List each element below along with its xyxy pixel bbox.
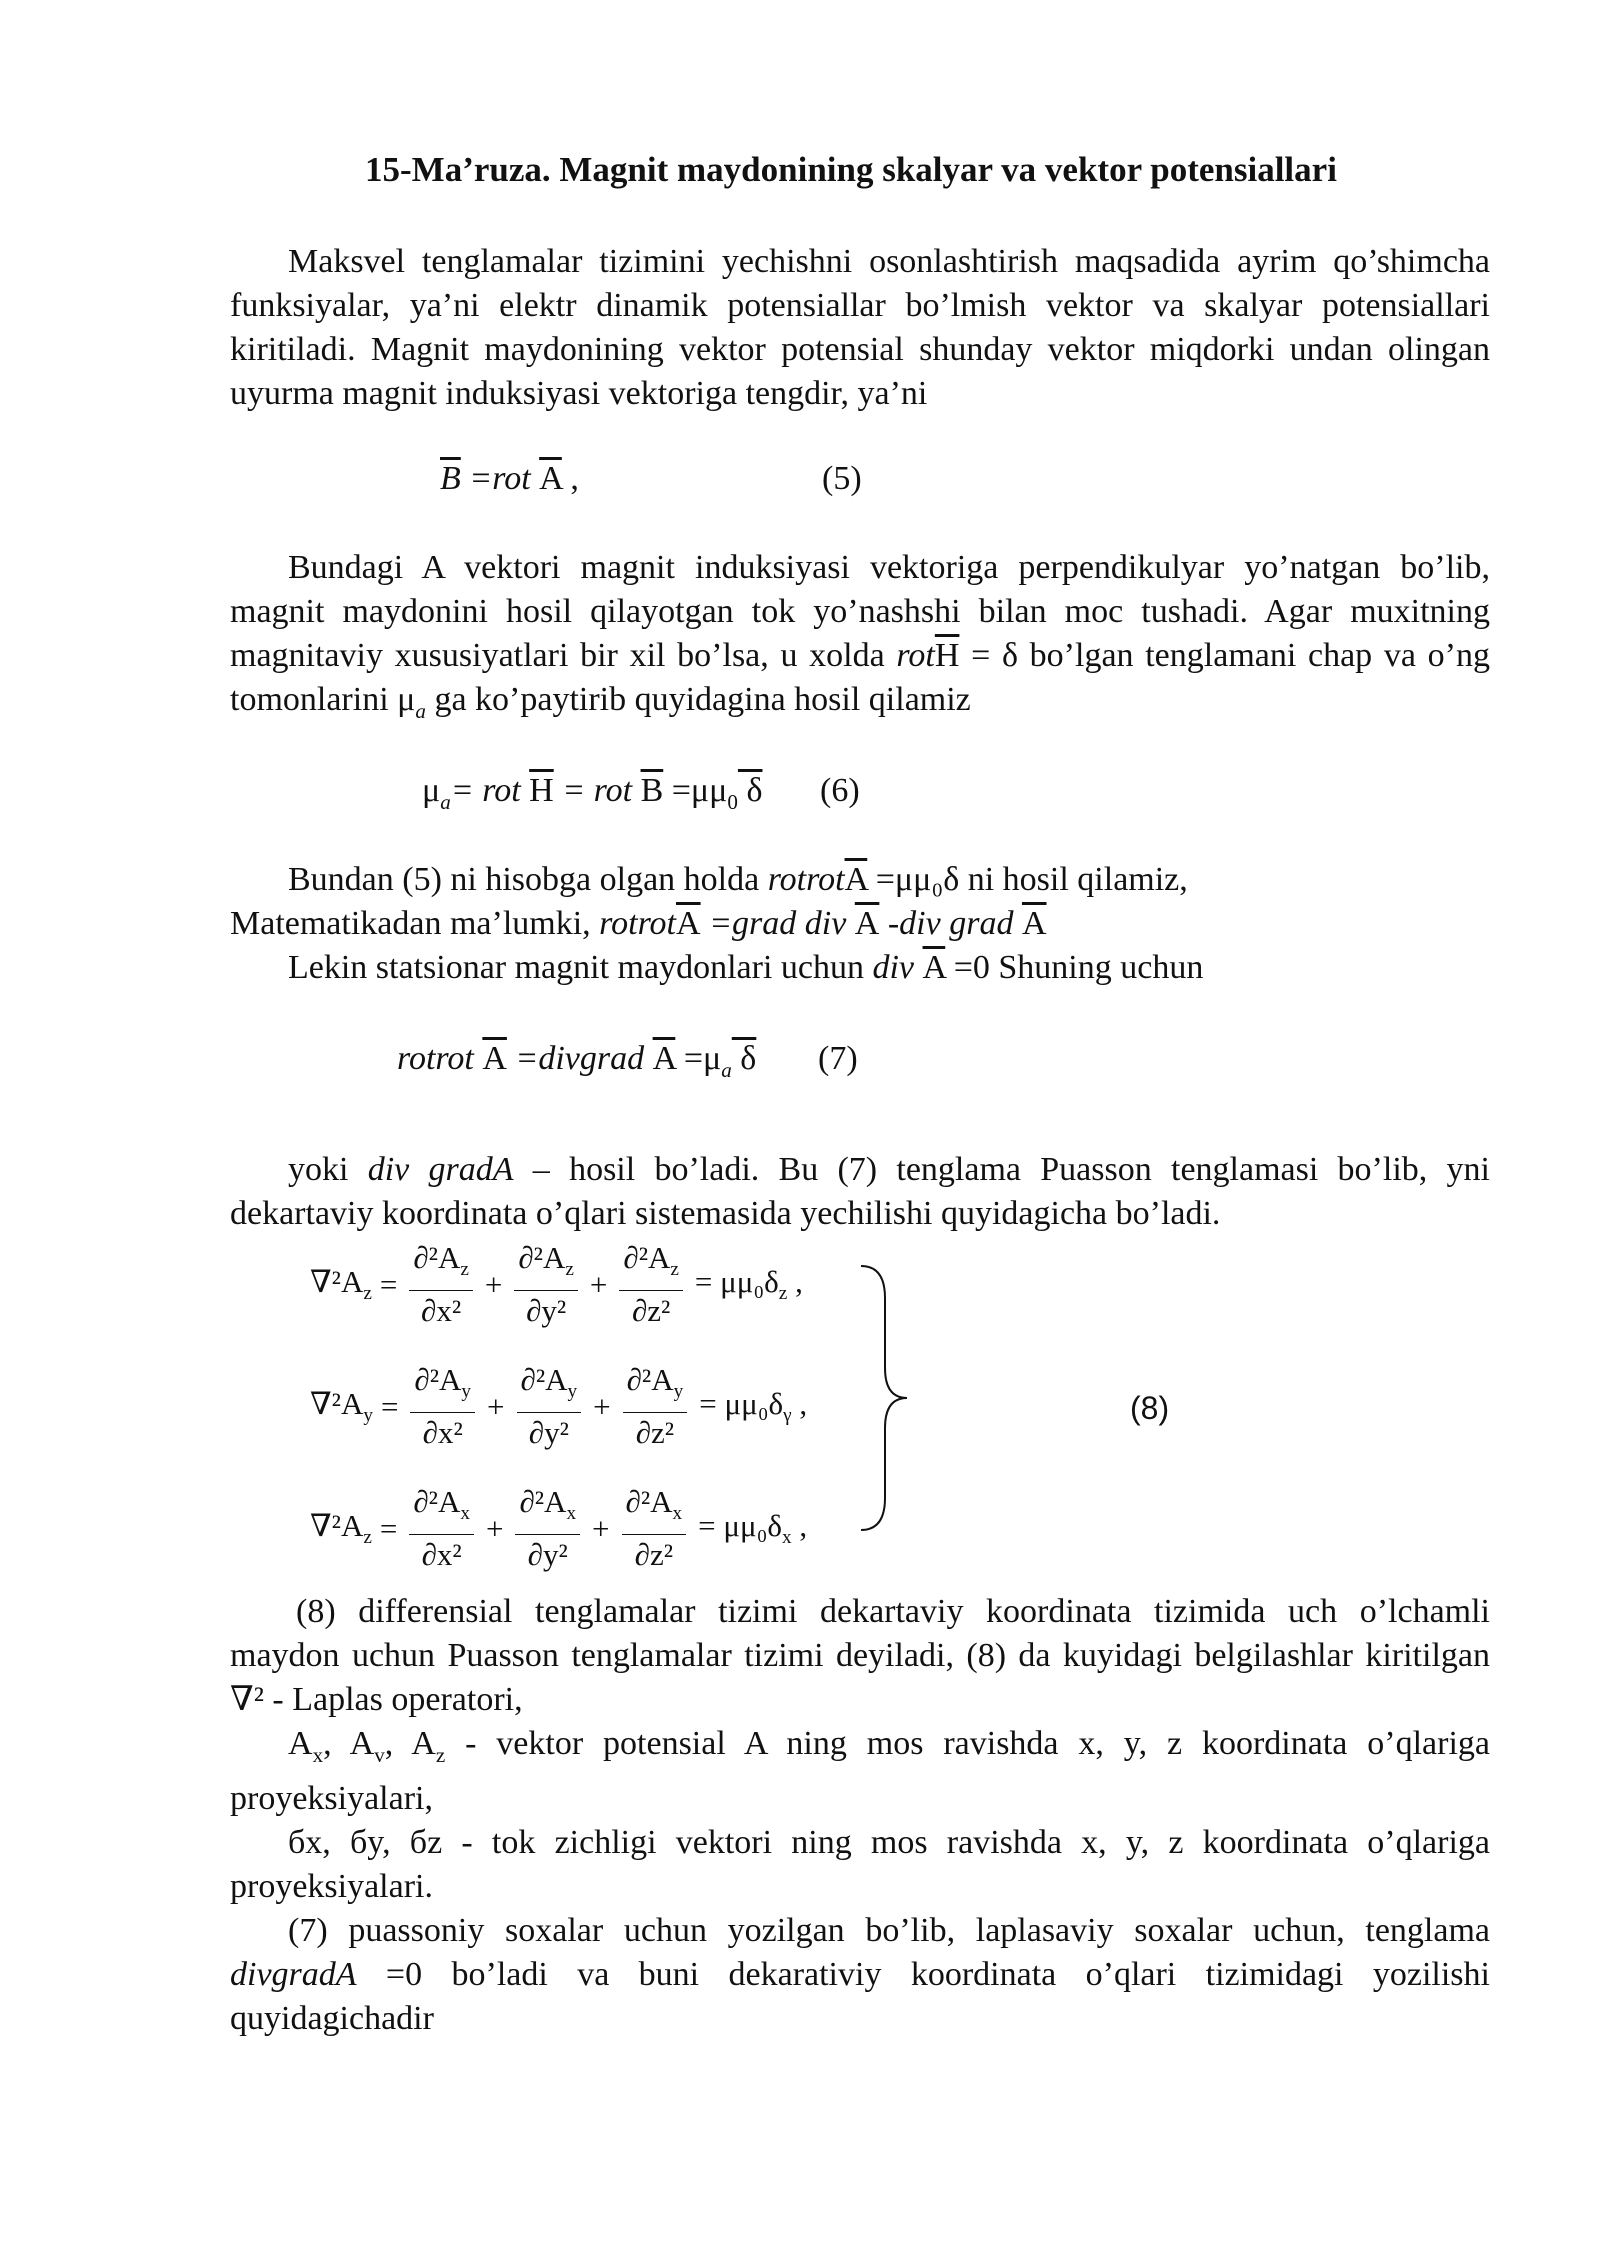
right-brace-icon [855,1258,915,1538]
rotrot-line1 [230,858,1490,902]
frac-num-sub: y [567,1381,578,1403]
frac-num-sub: x [566,1503,577,1525]
paragraph-vector-potential [230,546,1490,733]
fraction-x [410,1362,475,1451]
frac-num: ∂²A [518,1240,566,1275]
p4-divgrada: div gradA [367,1151,514,1188]
row-rhs-text: = μμ₀δ [699,1386,784,1421]
eq6-delta: δ [737,772,763,809]
equation-6 [422,772,762,815]
equation-5-number: (5) [822,460,862,497]
plus-sign: + [593,1388,611,1424]
frac-den: ∂z² [634,1537,674,1573]
eq7-divgrad: =divgrad [506,1040,653,1077]
eq5-rot: =rot [460,460,540,497]
frac-num: ∂²A [623,1240,671,1275]
p3-a2: $\overline{A}$ [676,905,701,942]
frac-num-sub: z [460,1259,469,1281]
row-lhs-text: ∇²A [310,1386,364,1421]
frac-num-sub: x [672,1503,683,1525]
paragraph-intro [230,240,1490,416]
eq6-sub: a [440,789,451,814]
p3-rotrot2: rotrot [599,905,677,942]
def4-t1: (7) puassoniy soxalar uchun yozilgan bo’lib, laplasaviy soxalar uchun, tenglama [288,1911,1490,1949]
definitions-line1: (8) differensial tenglamalar tizimi dekartaviy koordinata tizimida uch o’lchamli maydon uchun Puasson tenglamalar tizimi deyiladi, (8) da kuyidagi belgilashlar kiritilgan ∇² - Laplas operatori, [230,1593,1490,1718]
fraction-z [622,1484,687,1573]
eq5-a: $\overline{A}$ [539,460,562,497]
p3-a4: $\overline{A}$ [1021,905,1047,942]
def-a: A [288,1725,313,1762]
frac-num: ∂²A [520,1362,568,1397]
row-rhs-text: = μμ₀δ [694,1264,779,1299]
intro-text: Maksvel tenglamalar tizimini yechishni osonlashtirish maqsadida ayrim qo’shimcha funksiyalar, ya’ni elektr dinamik potensiallar bo’lmish vektor va skalyar potensiallari kiritiladi. Magnit maydonining vektor potensial shunday vektor miqdorki undan olingan uyurma magnit induksiyasi vektoriga tengdir, ya’ni [230,243,1490,412]
p2-mu-sub: a [415,698,426,723]
paragraph-poisson [230,1148,1490,1236]
frac-num: ∂²A [625,1484,673,1519]
eq7-a2: $\overline{A}$ [652,1040,676,1077]
definitions-line2 [230,1722,1490,1821]
equation-8-row-z [310,1240,803,1329]
eq6-rot1: = rot [450,772,530,809]
p4-t2: – hosil bo’ladi. Bu (7) tenglama Puasson tenglamasi bo’lib, yni dekartaviy koordinata o’qlari sistemasida yechilishi quyidagicha bo’ladi. [230,1151,1490,1232]
paragraph-rotrot [230,858,1490,990]
p2-t3: bo’lgan tenglamani chap va o’ng tomonlarini [230,637,1490,718]
frac-num-sub: z [565,1259,574,1281]
frac-den: ∂y² [528,1415,569,1451]
eq6-b: $\overline{B}$ [640,772,664,809]
lecture-heading: 15-Ma’ruza. Magnit maydonining skalyar va vektor potensiallari [365,150,1337,189]
p3-div: div [872,949,923,986]
row-end: , [791,1386,808,1421]
frac-num-sub: y [461,1381,472,1403]
plus-sign: + [485,1510,504,1546]
eq6-zero: 0 [727,789,738,814]
def-sub-v: v [374,1742,385,1767]
row-rhs-sub: z [778,1283,788,1305]
equation-8-number: (8) [1130,1390,1170,1426]
eq6-rhs: =μμ [663,772,728,809]
p3-t4: Lekin statsionar magnit maydonlari uchun [288,949,873,986]
fraction-z [619,1240,683,1329]
row-lhs [310,1508,372,1549]
definitions-line4 [230,1909,1490,2041]
def-sub-z: z [435,1742,446,1767]
frac-num: ∂²A [519,1484,567,1519]
frac-num: ∂²A [413,1484,461,1519]
eq5-comma: , [561,460,579,497]
row-rhs-text: = μμ₀δ [698,1508,783,1543]
p3-t2: =μμ₀δ ni hosil qilamiz, [867,861,1188,898]
row-lhs-sub: z [363,1527,372,1549]
fraction-z [623,1362,688,1451]
equation-8-row-y [310,1362,807,1451]
fraction-y [514,1240,578,1329]
fraction-x [409,1240,473,1329]
row-rhs-sub: x [782,1527,792,1549]
rotrot-line2 [230,902,1490,946]
eq7-sub: a [721,1057,732,1082]
p2-h: $\overline{H}$ [934,637,960,674]
frac-num-sub: z [670,1259,679,1281]
p3-a3: $\overline{A}$ [854,905,880,942]
paragraph-definitions [230,1590,1490,2041]
plus-sign: + [592,1510,610,1546]
frac-den: ∂y² [527,1537,568,1573]
eq5-b: $\overline{B}$ [440,460,461,497]
p2-t2: vektori magnit induksiyasi vektoriga perpendikulyar yo’natgan bo’lib, magnit maydonini hosil qilayotgan tok yo’nashshi bilan moc tushadi. Agar muxitning magnitaviy xususiyatlari bir xil bo’lsa, u xolda [230,549,1491,674]
p3-t5: =0 Shuning uchun [945,949,1204,986]
p3-t1: Bundan (5) ni hisobga olgan holda [288,861,768,898]
frac-num: ∂²A [414,1362,462,1397]
p3-rotrot: rotrot [767,861,845,898]
eq7-mu: =μ [675,1040,722,1077]
row-lhs-sub: y [363,1405,373,1427]
def4-t2: =0 bo’ladi va buni dekarativiy koordinata o’qlari tizimidagi yozilishi quyidagichadir [230,1955,1490,2037]
equals-sign: = [379,1266,398,1302]
def-text: - vektor potensial [445,1725,744,1762]
rotrot-line3 [230,946,1490,990]
equals-sign: = [379,1510,398,1546]
row-lhs [310,1264,372,1305]
p3-a5: $\overline{A}$ [922,949,946,986]
row-lhs [310,1386,373,1427]
eq6-h: $\overline{H}$ [529,772,554,809]
p3-t3: Matematikadan ma’lumki, [230,905,600,942]
poisson-text [230,1148,1490,1236]
frac-den: ∂z² [635,1415,675,1451]
p2-eqd: = δ [959,637,1018,674]
equation-5 [440,460,579,498]
p2-mu: μ [397,681,416,718]
equation-8-row-x [310,1484,807,1573]
row-rhs-sub: γ [783,1405,792,1427]
row-rhs [698,1508,807,1549]
fraction-y [517,1362,582,1451]
row-rhs [695,1264,803,1305]
equation-6-number: (6) [820,772,860,809]
eq6-mu: μ [422,772,441,809]
plus-sign: + [484,1266,503,1302]
definitions-line3: бx, бy, бz - tok zichligi vektori ning mos ravishda x, y, z koordinata o’qlariga proyeksiyalari. [230,1823,1490,1905]
p2-t4: ga ko’paytirib quyidagina hosil qilamiz [425,681,971,718]
row-end: , [787,1264,803,1299]
p2-rot: rot [896,637,935,674]
eq7-a: $\overline{A}$ [482,1040,507,1077]
equation-7-number: (7) [818,1040,858,1077]
row-rhs [699,1386,807,1427]
plus-sign: + [589,1266,608,1302]
eq7-delta: δ [731,1040,757,1077]
eq7-rotrot: rotrot [397,1040,483,1077]
def-a3: , A [384,1725,436,1762]
eq6-rot2: = rot [553,772,641,809]
row-lhs-sub: z [363,1283,372,1305]
row-lhs-text: ∇²A [310,1264,364,1299]
frac-num-sub: y [673,1381,684,1403]
frac-num: ∂²A [413,1240,461,1275]
frac-den: ∂z² [631,1293,671,1329]
p4-t1: yoki [288,1151,368,1188]
def-sub-x: x [312,1742,324,1767]
p2-t1: Bundagi [288,549,422,586]
frac-den: ∂x² [421,1293,462,1329]
frac-num-sub: x [460,1503,470,1525]
fraction-x [409,1484,474,1573]
p3-divgrad: -div grad [879,905,1022,942]
fraction-y [515,1484,580,1573]
def-text2: ning mos ravishda x, y, z koordinata o’qlariga proyeksiyalari, [230,1725,1490,1817]
frac-den: ∂y² [526,1293,567,1329]
row-end: , [791,1508,808,1543]
plus-sign: + [487,1388,505,1424]
vector-potential-text [230,546,1490,733]
equals-sign: = [380,1388,399,1424]
row-lhs-text: ∇²A [310,1508,364,1543]
p3-a: $\overline{A}$ [844,861,868,898]
def-a2: , A [323,1725,375,1762]
frac-den: ∂x² [422,1415,463,1451]
equation-7 [397,1040,756,1083]
frac-den: ∂x² [421,1537,462,1573]
p2-a: A [421,549,445,586]
frac-num: ∂²A [626,1362,674,1397]
def4-divgrada: divgradA [230,1955,357,1993]
def-vector-a: A [743,1725,767,1762]
p3-graddiv: =grad div [700,905,855,942]
